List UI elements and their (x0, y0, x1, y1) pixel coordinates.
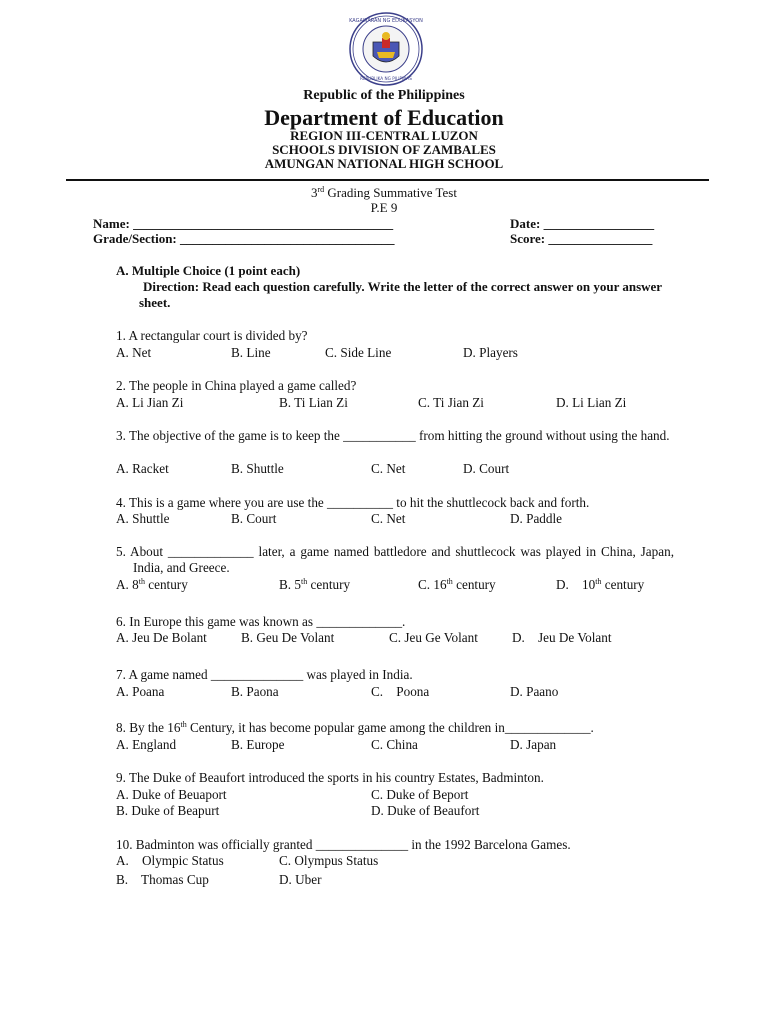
option: B. Line (231, 345, 271, 360)
option: B. Shuttle (231, 461, 284, 476)
test-title: 3rd Grading Summative Test (311, 185, 457, 200)
option: C. 16th century (418, 577, 496, 592)
option: A. Net (116, 345, 152, 360)
option: C. Jeu Ge Volant (389, 630, 478, 645)
question-3: 3. The objective of the game is to keep the ___________ from hitting the ground without using the hand. (116, 428, 670, 443)
question-5: 5. About _____________ later, a game named battledore and shuttlecock was played in China, Japan, India, and Greece. (116, 544, 674, 575)
option: B. Europe (231, 737, 285, 752)
option: D. Duke of Beaufort (371, 803, 480, 818)
svg-text:KAGAWARAN NG EDUKASYON: KAGAWARAN NG EDUKASYON (349, 18, 423, 24)
subject: P.E 9 (370, 200, 398, 215)
directions: Direction: Read each question carefully. Write the letter of the correct answer on your answer sheet. (139, 279, 662, 310)
name-field: Name: ________________________________________ (93, 216, 394, 231)
option: A. Jeu De Bolant (116, 630, 207, 645)
option: A. Duke of Beuaport (116, 787, 227, 802)
option: A. Li Jian Zi (116, 395, 184, 410)
question-1: 1. A rectangular court is divided by? (116, 328, 308, 343)
option: D. 10th century (556, 577, 645, 592)
option: C. Net (371, 461, 406, 476)
option: A. Racket (116, 461, 169, 476)
section-heading: A. Multiple Choice (1 point each) (116, 263, 301, 278)
option: D. Court (463, 461, 510, 476)
school-line: AMUNGAN NATIONAL HIGH SCHOOL (264, 156, 504, 171)
question-10: 10. Badminton was officially granted ______________ in the 1992 Barcelona Games. (116, 837, 571, 852)
deped-seal-logo (349, 12, 423, 86)
option: B. Duke of Beapurt (116, 803, 220, 818)
option: A. England (116, 737, 177, 752)
option: D. Uber (279, 872, 322, 887)
question-2: 2. The people in China played a game called? (116, 378, 357, 393)
option: C. Ti Jian Zi (418, 395, 484, 410)
grade-section-field: Grade/Section: _________________________________ (93, 231, 395, 246)
option: D. Jeu De Volant (512, 630, 612, 645)
region-line: REGION III-CENTRAL LUZON (290, 128, 478, 143)
option: B. Paona (231, 684, 279, 699)
header-divider (66, 179, 709, 181)
option: D. Paano (510, 684, 559, 699)
question-4: 4. This is a game where you are use the __________ to hit the shuttlecock back and forth. (116, 495, 590, 510)
republic-line: Republic of the Philippines (303, 88, 465, 103)
option: B. Court (231, 511, 277, 526)
option: C. Olympus Status (279, 853, 379, 868)
division-line: SCHOOLS DIVISION OF ZAMBALES (272, 142, 496, 157)
department-title: Department of Education (264, 105, 504, 130)
option: C. Side Line (325, 345, 392, 360)
option: B. Ti Lian Zi (279, 395, 348, 410)
option: D. Paddle (510, 511, 563, 526)
option: B. 5th century (279, 577, 351, 592)
option: D. Li Lian Zi (556, 395, 627, 410)
option: A. Poana (116, 684, 165, 699)
date-field: Date: _________________ (510, 216, 655, 231)
option: C. Net (371, 511, 406, 526)
question-6: 6. In Europe this game was known as _____________. (116, 614, 406, 629)
option: C. China (371, 737, 418, 752)
question-8: 8. By the 16th Century, it has become popular game among the children in_____________. (116, 720, 594, 735)
option: A. Olympic Status (116, 853, 224, 868)
question-7: 7. A game named ______________ was played in India. (116, 667, 413, 682)
option: D. Japan (510, 737, 557, 752)
option: D. Players (463, 345, 518, 360)
option: A. 8th century (116, 577, 188, 592)
option: C. Poona (371, 684, 430, 699)
option: B. Geu De Volant (241, 630, 335, 645)
score-field: Score: ________________ (510, 231, 653, 246)
question-9: 9. The Duke of Beaufort introduced the sports in his country Estates, Badminton. (116, 770, 544, 785)
option: C. Duke of Beport (371, 787, 469, 802)
svg-text:REPUBLIKA NG PILIPINAS: REPUBLIKA NG PILIPINAS (360, 76, 412, 81)
option: B. Thomas Cup (116, 872, 209, 887)
option: A. Shuttle (116, 511, 170, 526)
